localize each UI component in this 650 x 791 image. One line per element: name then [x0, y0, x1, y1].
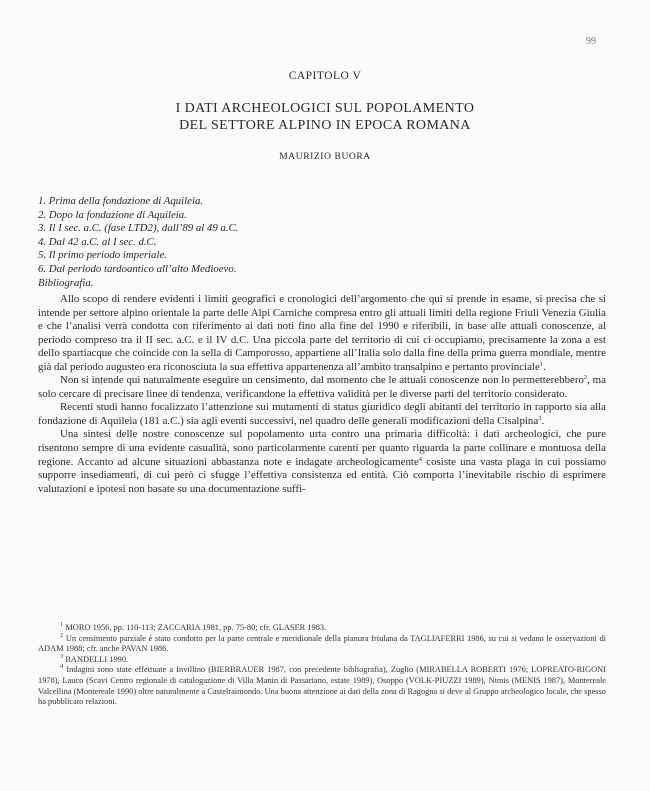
footnote-ref[interactable]: 2	[583, 374, 588, 382]
title-line: DEL SETTORE ALPINO IN EPOCA ROMANA	[179, 118, 471, 133]
footnote-number: 3	[60, 652, 64, 660]
footnote-text: MORO 1956, pp. 110-113; ZACCARIA 1981, pp. 75-80; cfr. GLASER 1983.	[65, 623, 327, 632]
footnote	[38, 623, 606, 634]
chapter-heading: CAPITOLO V	[288, 70, 362, 82]
paragraph-text: Non si intende qui naturalmente eseguire un censimento, dal momento che le attuali conoscenze non lo permetterebbero	[60, 374, 584, 387]
toc-item: 6. Dal periodo tardoantico all’alto Medioevo.	[38, 262, 237, 275]
paragraph-text: .	[543, 360, 546, 373]
toc-item: 3. Il I sec. a.C. (fase LTD2), dall’89 al 49 a.C.	[38, 222, 239, 235]
paragraph-text: Recenti studi hanno focalizzato l’attenzione sui mutamenti di status giuridico degli abitanti del territorio in rapporto sia alla fondazione di Aquileia (181 a.C.) sia agli eventi successivi, nel quadro delle generali modificazioni della Cisalpina	[38, 401, 606, 427]
footnote-text: Indagini sono state effettuate a Invillino (BIERBRAUER 1987, con precedente bibliografia), Zuglio (MIRABELLA ROBERTI 1976; LOPREATO-RIGONI 1978), Lauco (Scavi Centro regionale di catalogazione di Villa Manin di Passariano, estate 1989), Osoppo (VOLK-PIUZZI 1989), Nimis (MENIS 1987), Montereale Valcellina (Montereale 1990) oltre naturalmente a Castelraimondo. Una buona attenzione ai dati della zona di Ragogna si deve al Gruppo archeologico locale, che spesso ha pubblicato relazioni.	[38, 665, 606, 707]
paragraph	[38, 293, 606, 374]
toc-item: 1. Prima della fondazione di Aquileia.	[38, 195, 204, 207]
footnote-text: Un censimento parziale è stato condotto per la parte centrale e meridionale della pianura friulana da TAGLIAFERRI 1986, su cui si vedano le osservazioni di ADAM 1988; cfr. anche PAVAN 1986.	[38, 633, 606, 654]
footnote	[38, 652, 606, 666]
paragraph	[38, 374, 606, 401]
body-text	[38, 293, 606, 496]
toc-item: 5. Il primo periodo imperiale.	[38, 249, 167, 262]
footnote	[38, 631, 606, 655]
paragraph	[38, 428, 606, 496]
paragraph-text: Una sintesi delle nostre conoscenze sul popolamento urta contro una primaria difficoltà: i dati archeologici, che pure risentono sempre di una evidente casualità, sono particolarmente carenti per quanto riguarda la parte collinare e montuosa della regione. Accanto ad alcune situazioni abbastanza note e indagate archeologicamente	[38, 428, 606, 468]
paragraph-text: Allo scopo di rendere evidenti i limiti geografici e cronologici dell’argomento che qui si prende in esame, si precisa che si intende per settore alpino orientale la parte delle Alpi Carniche compresa entro gli attuali limiti della regione Friuli Venezia Giulia e che l’analisi verrà condotta con riferimento ai dati noti fino alla fine del 1990 e riferibili, in base alle attuali conoscenze, al periodo compreso tra il II sec. a.C. e il IV d.C. Una piccola parte del territorio di cui ci occupiamo, precisamente la zona a est dello spartiacque che coincide con la sella di Camporosso, appartiene all’Italia solo dalla fine della prima guerra mondiale, mentre già dal periodo augusteo era riconosciuta la sua effettiva appartenenza all’ambito transalpino e pertanto provinciale	[38, 293, 606, 373]
paragraph	[38, 401, 606, 428]
footnote-ref[interactable]: 3	[538, 414, 542, 422]
toc-item: 4. Dal 42 a.C. al I sec. d.C.	[38, 235, 157, 248]
footnotes	[38, 623, 606, 708]
footnote-ref[interactable]: 1	[539, 360, 544, 368]
footnote	[38, 665, 606, 707]
footnote-text: BANDELLI 1990.	[65, 654, 129, 664]
toc-item: Bibliografia.	[38, 276, 94, 289]
page-number: 99	[586, 36, 596, 47]
footnote-ref[interactable]: 4	[418, 455, 423, 463]
footnote-number: 2	[60, 631, 64, 639]
paragraph-text: cosiste una vasta plaga in cui possiamo supporre insediamenti, di cui però ci sfugge l’effettiva consistenza ed entità. Ciò comporta l’inevitabile rischio di esprimere valutazioni e ipotesi non basate su una documentazione suffi-	[38, 455, 606, 495]
footnote-number: 4	[60, 663, 64, 671]
paragraph-text: .	[541, 414, 545, 427]
title-line: I DATI ARCHEOLOGICI SUL POPOLAMENTO	[175, 101, 475, 116]
table-of-contents	[38, 195, 598, 290]
author-name: MAURIZIO BUORA	[279, 152, 371, 162]
paragraph-text: , ma solo cercare di precisare linee di tendenza, verificandone la effettiva validità per le diverse parti del territorio considerato.	[38, 374, 606, 400]
toc-item: 2. Dopo la fondazione di Aquileia.	[38, 208, 187, 221]
footnote-number: 1	[60, 621, 64, 628]
chapter-title	[0, 100, 650, 134]
